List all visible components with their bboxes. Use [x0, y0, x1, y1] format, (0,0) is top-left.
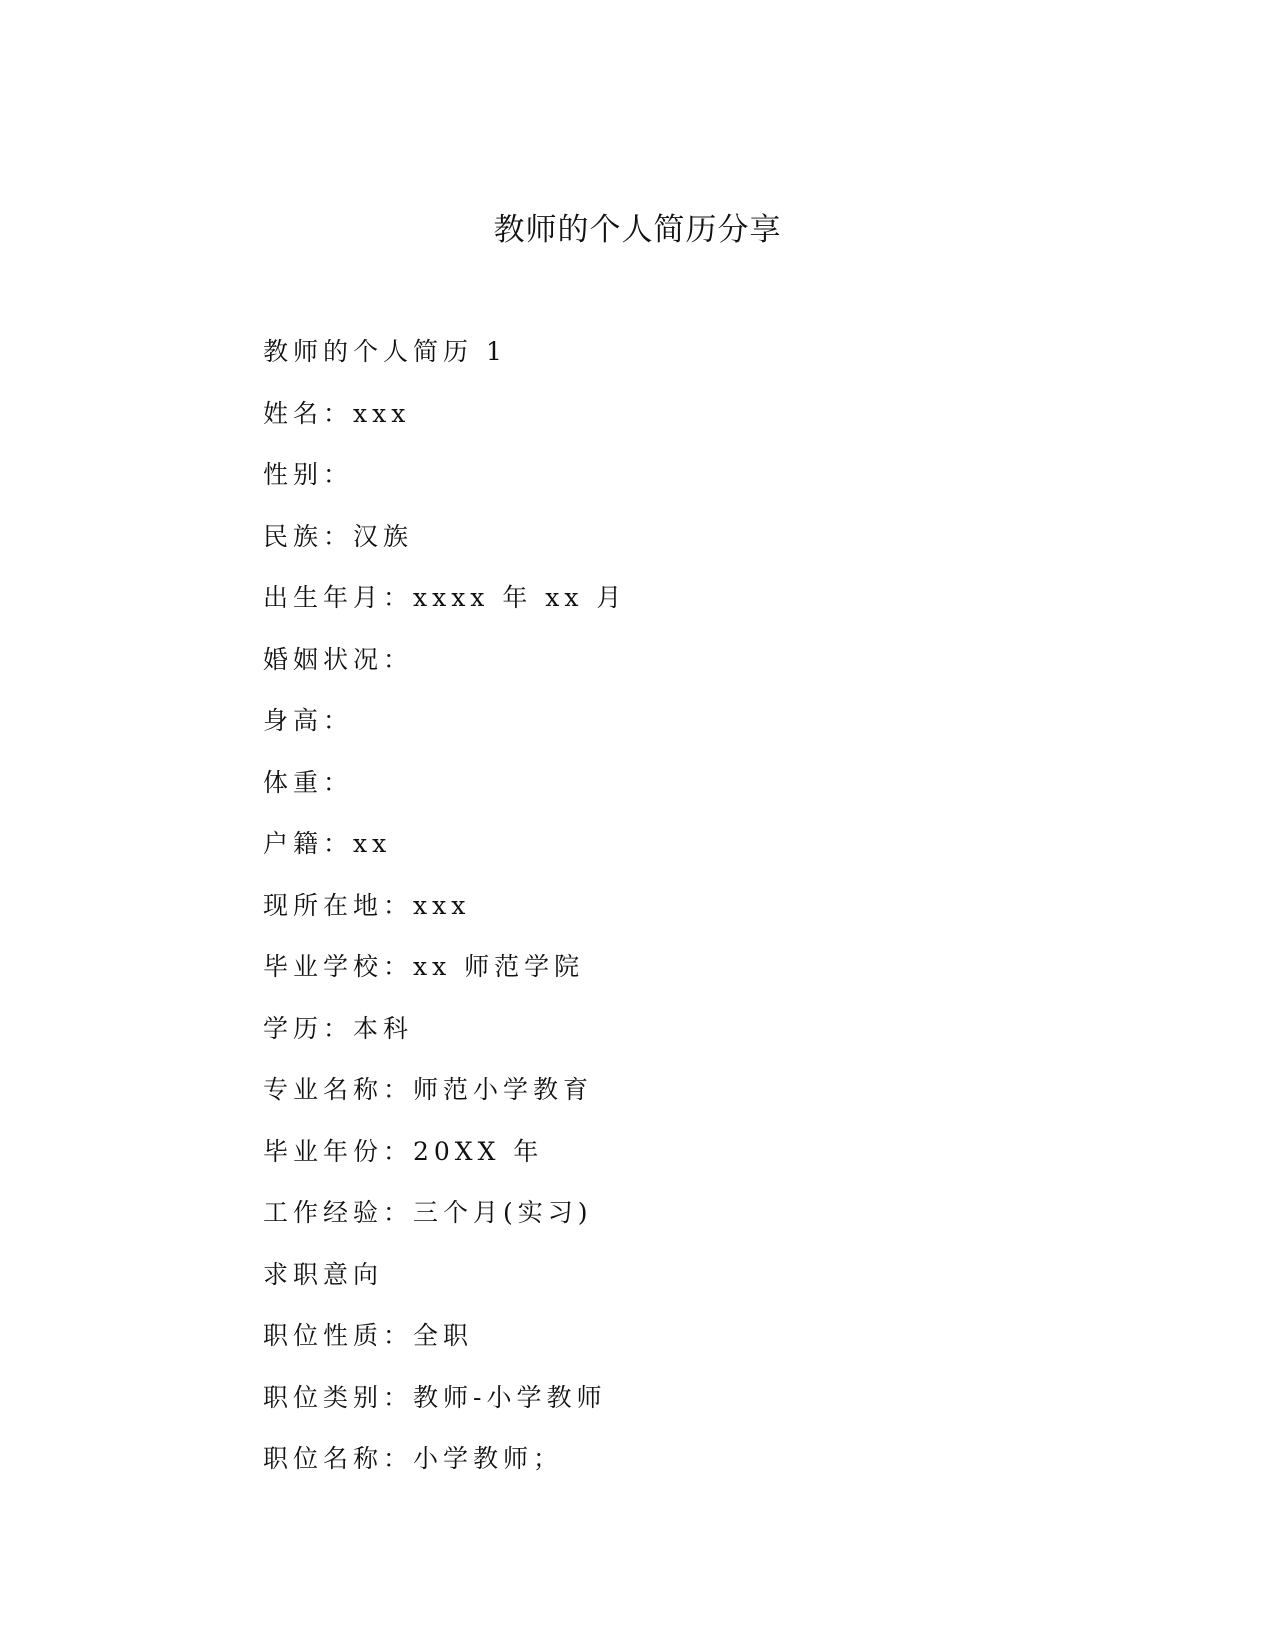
resume-line-birth-date: 出生年月：xxxx 年 xx 月 [263, 583, 627, 612]
resume-line-major: 专业名称：师范小学教育 [263, 1075, 594, 1104]
resume-line-work-experience: 工作经验：三个月(实习) [263, 1198, 593, 1227]
resume-line-job-type: 职位性质：全职 [263, 1321, 474, 1350]
resume-line-height: 身高： [263, 706, 354, 735]
resume-section-heading: 教师的个人简历 1 [263, 337, 507, 366]
resume-lines [263, 332, 626, 1501]
resume-section-job-intention: 求职意向 [263, 1259, 384, 1289]
resume-line-hukou: 户籍：xx [263, 829, 392, 858]
document-title: 教师的个人简历分享 [493, 212, 782, 248]
resume-line-current-location: 现所在地：xxx [263, 890, 471, 920]
resume-line-school: 毕业学校：xx 师范学院 [263, 952, 585, 981]
resume-line-weight: 体重： [263, 767, 354, 797]
resume-line-ethnicity: 民族：汉族 [263, 521, 414, 551]
resume-line-gender: 性别： [263, 460, 354, 489]
resume-line-graduation-year: 毕业年份：20XX 年 [263, 1136, 544, 1166]
resume-line-job-title: 职位名称：小学教师； [263, 1444, 564, 1473]
resume-line-education: 学历：本科 [263, 1013, 414, 1043]
resume-line-marital-status: 婚姻状况： [263, 644, 414, 674]
resume-line-job-category: 职位类别：教师-小学教师 [263, 1382, 607, 1412]
resume-line-name: 姓名：xxx [263, 398, 411, 428]
